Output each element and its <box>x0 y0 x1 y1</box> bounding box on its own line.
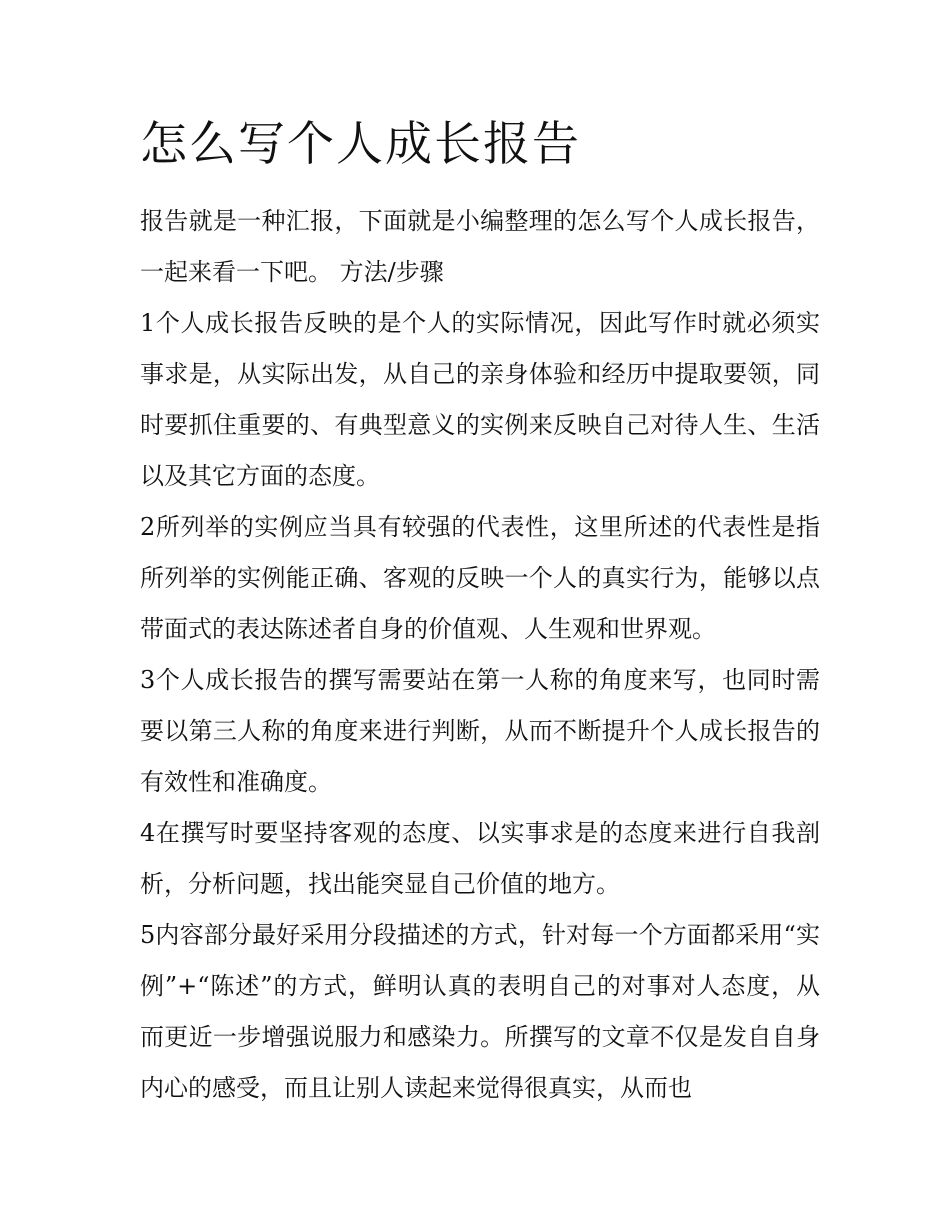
document-title: 怎么写个人成长报告 <box>140 117 581 172</box>
paragraph-step-5: 5内容部分最好采用分段描述的方式，针对每一个方面都采用“实例”+“陈述”的方式，鲜明认真的表明自己的对事对人态度，从而更近一步增强说服力和感染力。所撰写的文章不仅是发自自身内心的感受，而且让别人读起来觉得很真实，从而也 <box>140 921 820 1102</box>
paragraph-step-4: 4在撰写时要坚持客观的态度、以实事求是的态度来进行自我剖析，分析问题，找出能突显自己价值的地方。 <box>140 819 820 898</box>
paragraph-step-3: 3个人成长报告的撰写需要站在第一人称的角度来写，也同时需要以第三人称的角度来进行判断，从而不断提升个人成长报告的有效性和准确度。 <box>140 666 820 796</box>
paragraph-step-1: 1个人成长报告反映的是个人的实际情况，因此写作时就必须实事求是，从实际出发，从自己的亲身体验和经历中提取要领，同时要抓住重要的、有典型意义的实例来反映自己对待人生、生活以及其它方面的态度。 <box>140 309 820 490</box>
paragraph-intro: 报告就是一种汇报，下面就是小编整理的怎么写个人成长报告，一起来看一下吧。 方法/步骤 <box>140 207 820 286</box>
document-body <box>140 196 820 1114</box>
paragraph-step-2: 2所列举的实例应当具有较强的代表性，这里所述的代表性是指所列举的实例能正确、客观的反映一个人的真实行为，能够以点带面式的表达陈述者自身的价值观、人生观和世界观。 <box>140 513 820 643</box>
